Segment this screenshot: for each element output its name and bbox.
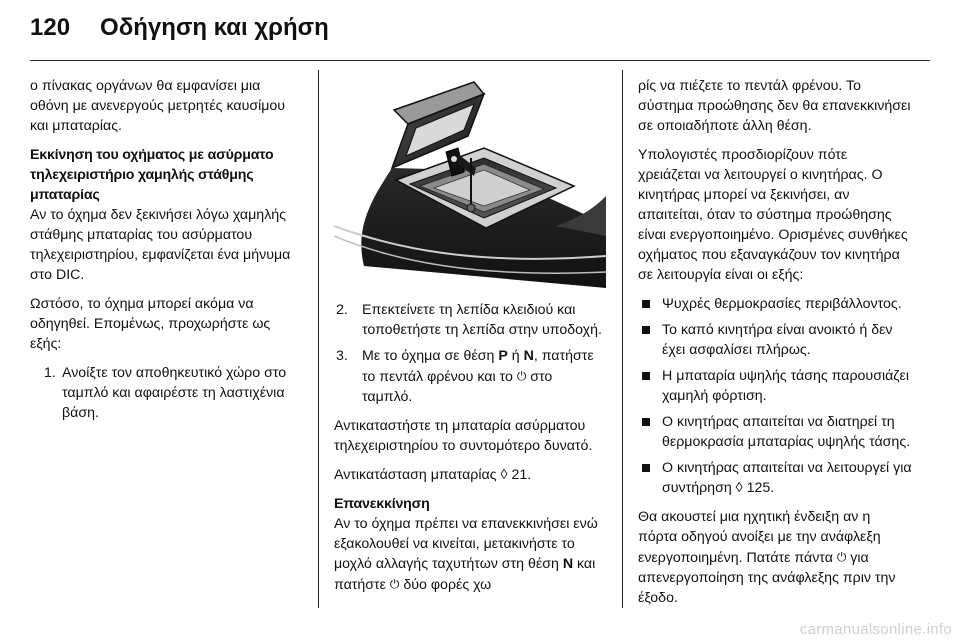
low-battery-paragraph: Αν το όχημα δεν ξεκινήσει λόγω χαμηλής στάθμης μπαταρίας του ασύρματου τηλεχειριστηρίου, εμφανίζεται ένα μήνυμα στο DIC. [30,207,291,283]
page-header [30,14,329,50]
gear-n: N [562,556,574,572]
battery-replacement-reference: Αντικατάσταση μπαταρίας ◊ 21. [334,467,532,483]
section-heading-restart: Επανεκκίνηση [334,496,430,512]
replace-battery-paragraph: Αντικαταστήστε τη μπαταρία ασύρματου τηλεχειριστηρίου το συντομότερο δυνατό. [334,418,593,454]
list-item: Ο κινητήρας απαιτείται να διατηρεί τη θερμοκρασία μπαταρίας υψηλής τάσης. [638,412,913,452]
page-title: Οδήγηση και χρήση [100,14,329,41]
page-reference-icon: ◊ [500,467,508,483]
column-divider [318,70,319,608]
column-middle [334,76,606,604]
step-item [334,300,606,340]
column-left [30,76,302,432]
steps-list-continued [334,300,606,407]
engine-control-paragraph: Υπολογιστές προσδιορίζουν πότε χρειάζεται να λειτουργεί ο κινητήρας. Ο κινητήρας μπορεί να ξεκινήσει, αν απαιτείται, όταν το σύστημα προώθησης είναι ενεργοποιημένο. Ορισμένες συνθήκες οχήματος που εξαναγκάζουν τον κινητήρα σε λειτουργία είναι οι εξής: [638,147,908,283]
step-text: Επεκτείνετε τη λεπίδα κλειδιού και τοποθετήστε τη λεπίδα στην υποδοχή. [362,302,602,338]
step-number: 2. [336,302,348,318]
restart-continued-paragraph: ρίς να πιέζετε το πεντάλ φρένου. Το σύστημα προώθησης δεν θα επανεκκινήσει σε οποιαδήποτε άλλη θέση. [638,78,911,134]
power-icon: ⏻ [516,369,527,383]
page-number: 120 [30,14,71,41]
engine-conditions-list [638,294,913,498]
step-item [334,346,606,407]
storage-compartment-key-illustration [334,76,606,288]
steps-list [30,363,302,423]
column-divider [622,70,623,608]
restart-paragraph: Αν το όχημα πρέπει να επανεκκινήσει ενώ εξακολουθεί να κινείται, μετακινήστε το μοχλό αλλαγής ταχυτήτων στη θέση N και πατήστε ⏻ δύο φορές χω [334,516,598,593]
gear-p: P [498,348,508,364]
page-reference-icon: ◊ [735,480,743,496]
column-right [638,76,913,617]
watermark: carmanualsonline.info [799,621,952,638]
step-text: Με το όχημα σε θέση P ή N, πατήστε το πεντάλ φρένου και το ⏻ στο ταμπλό. [362,348,594,405]
step-number: 3. [336,348,348,364]
power-icon: ⏻ [836,550,847,564]
step-text: Ανοίξτε τον αποθηκευτικό χώρο στο ταμπλό και αφαιρέστε τη λαστιχένια βάση. [62,365,287,421]
list-item: Ο κινητήρας απαιτείται να λειτουργεί για συντήρηση ◊ 125. [638,458,913,498]
step-number: 1. [44,365,56,381]
list-item: Η μπαταρία υψηλής τάσης παρουσιάζει χαμηλή φόρτιση. [638,366,913,406]
section-heading-low-battery-start: Εκκίνηση του οχήματος με ασύρματο τηλεχειριστήριο χαμηλής στάθμης μπαταρίας [30,147,274,203]
list-item: Το καπό κινητήρα είναι ανοικτό ή δεν έχει ασφαλίσει πλήρως. [638,320,913,360]
proceed-paragraph: Ωστόσο, το όχημα μπορεί ακόμα να οδηγηθεί. Επομένως, προχωρήστε ως εξής: [30,296,271,352]
header-divider [30,60,930,61]
gear-n: N [523,348,534,364]
door-chime-paragraph: Θα ακουστεί μια ηχητική ένδειξη αν η πόρτα οδηγού ανοίξει με την ανάφλεξη ενεργοποιημένη. Πατάτε πάντα ⏻ για απενεργοποίηση της ανάφλεξης πριν την έξοδο. [638,509,896,606]
step-item [30,363,302,423]
list-item: Ψυχρές θερμοκρασίες περιβάλλοντος. [638,294,913,314]
intro-paragraph: ο πίνακας οργάνων θα εμφανίσει μια οθόνη με ανενεργούς μετρητές καυσίμου και μπαταρίας. [30,78,286,134]
power-icon: ⏻ [389,577,400,591]
